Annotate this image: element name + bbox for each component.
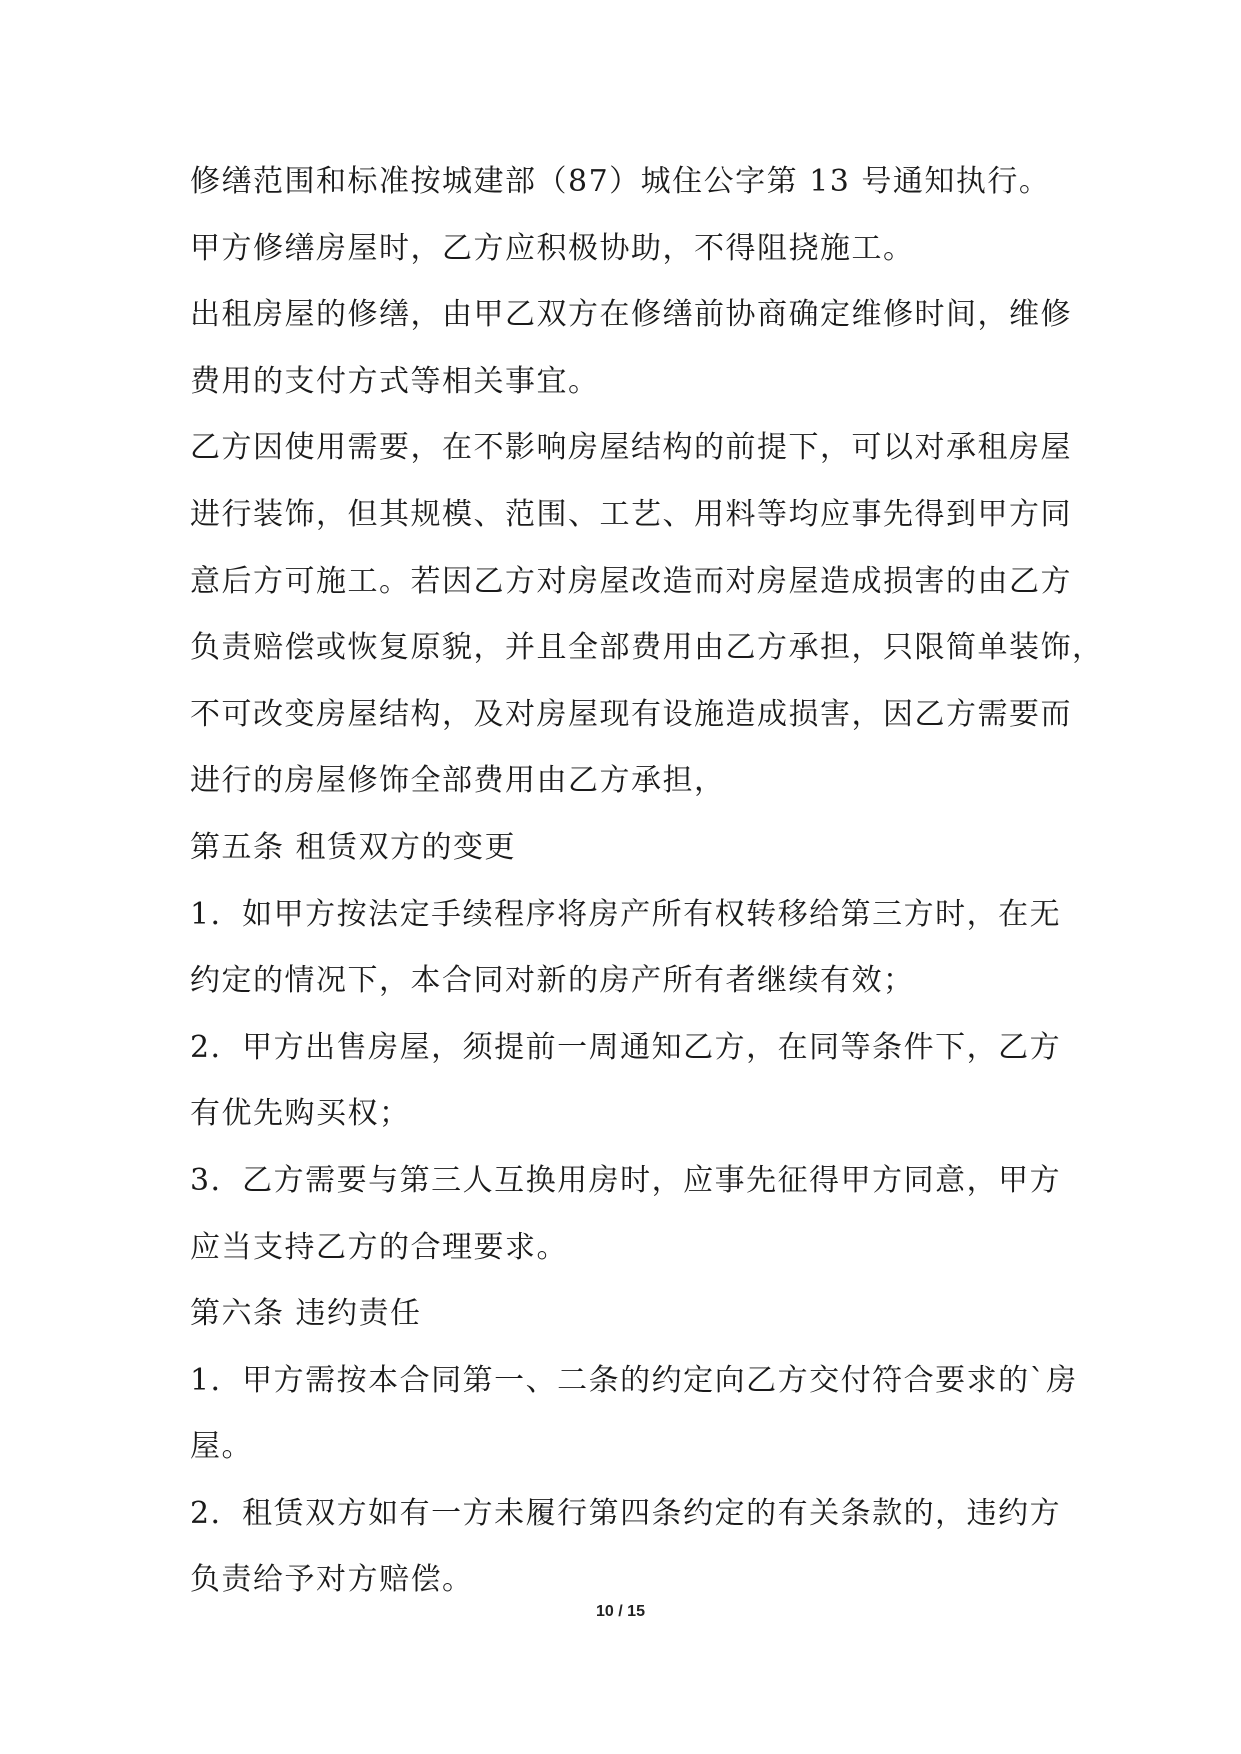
body-line: 不可改变房屋结构，及对房屋现有设施造成损害，因乙方需要而 bbox=[190, 696, 1072, 732]
body-line: 1．甲方需按本合同第一、二条的约定向乙方交付符合要求的`房 bbox=[190, 1362, 1078, 1398]
body-line: 负责给予对方赔偿。 bbox=[190, 1562, 474, 1598]
body-line: 负责赔偿或恢复原貌，并且全部费用由乙方承担，只限简单装饰， bbox=[190, 630, 1104, 666]
body-line: 意后方可施工。若因乙方对房屋改造而对房屋造成损害的由乙方 bbox=[190, 563, 1072, 599]
body-line: 费用的支付方式等相关事宜。 bbox=[190, 363, 600, 399]
body-line: 2．甲方出售房屋，须提前一周通知乙方，在同等条件下，乙方 bbox=[190, 1029, 1062, 1065]
body-line: 屋。 bbox=[190, 1429, 253, 1465]
page-number: 10 / 15 bbox=[596, 1603, 645, 1620]
document-body bbox=[190, 162, 1104, 1627]
body-line: 约定的情况下，本合同对新的房产所有者继续有效； bbox=[190, 963, 915, 999]
body-line: 1．如甲方按法定手续程序将房产所有权转移给第三方时，在无 bbox=[190, 896, 1062, 932]
body-line: 有优先购买权； bbox=[190, 1096, 411, 1132]
body-line: 进行的房屋修饰全部费用由乙方承担， bbox=[190, 763, 726, 799]
section-heading: 第六条 违约责任 bbox=[190, 1296, 422, 1332]
body-line: 乙方因使用需要，在不影响房屋结构的前提下，可以对承租房屋 bbox=[190, 430, 1072, 466]
body-line: 2．租赁双方如有一方未履行第四条约定的有关条款的，违约方 bbox=[190, 1495, 1062, 1531]
body-line: 修缮范围和标准按城建部（87）城住公字第 13 号通知执行。 bbox=[190, 164, 1051, 199]
section-heading: 第五条 租赁双方的变更 bbox=[190, 829, 517, 865]
body-line: 甲方修缮房屋时，乙方应积极协助，不得阻挠施工。 bbox=[190, 230, 915, 266]
body-line: 应当支持乙方的合理要求。 bbox=[190, 1229, 568, 1265]
body-line: 出租房屋的修缮，由甲乙双方在修缮前协商确定维修时间，维修 bbox=[190, 297, 1072, 333]
body-line: 3．乙方需要与第三人互换用房时，应事先征得甲方同意，甲方 bbox=[190, 1162, 1062, 1198]
body-line: 进行装饰，但其规模、范围、工艺、用料等均应事先得到甲方同 bbox=[190, 496, 1072, 532]
